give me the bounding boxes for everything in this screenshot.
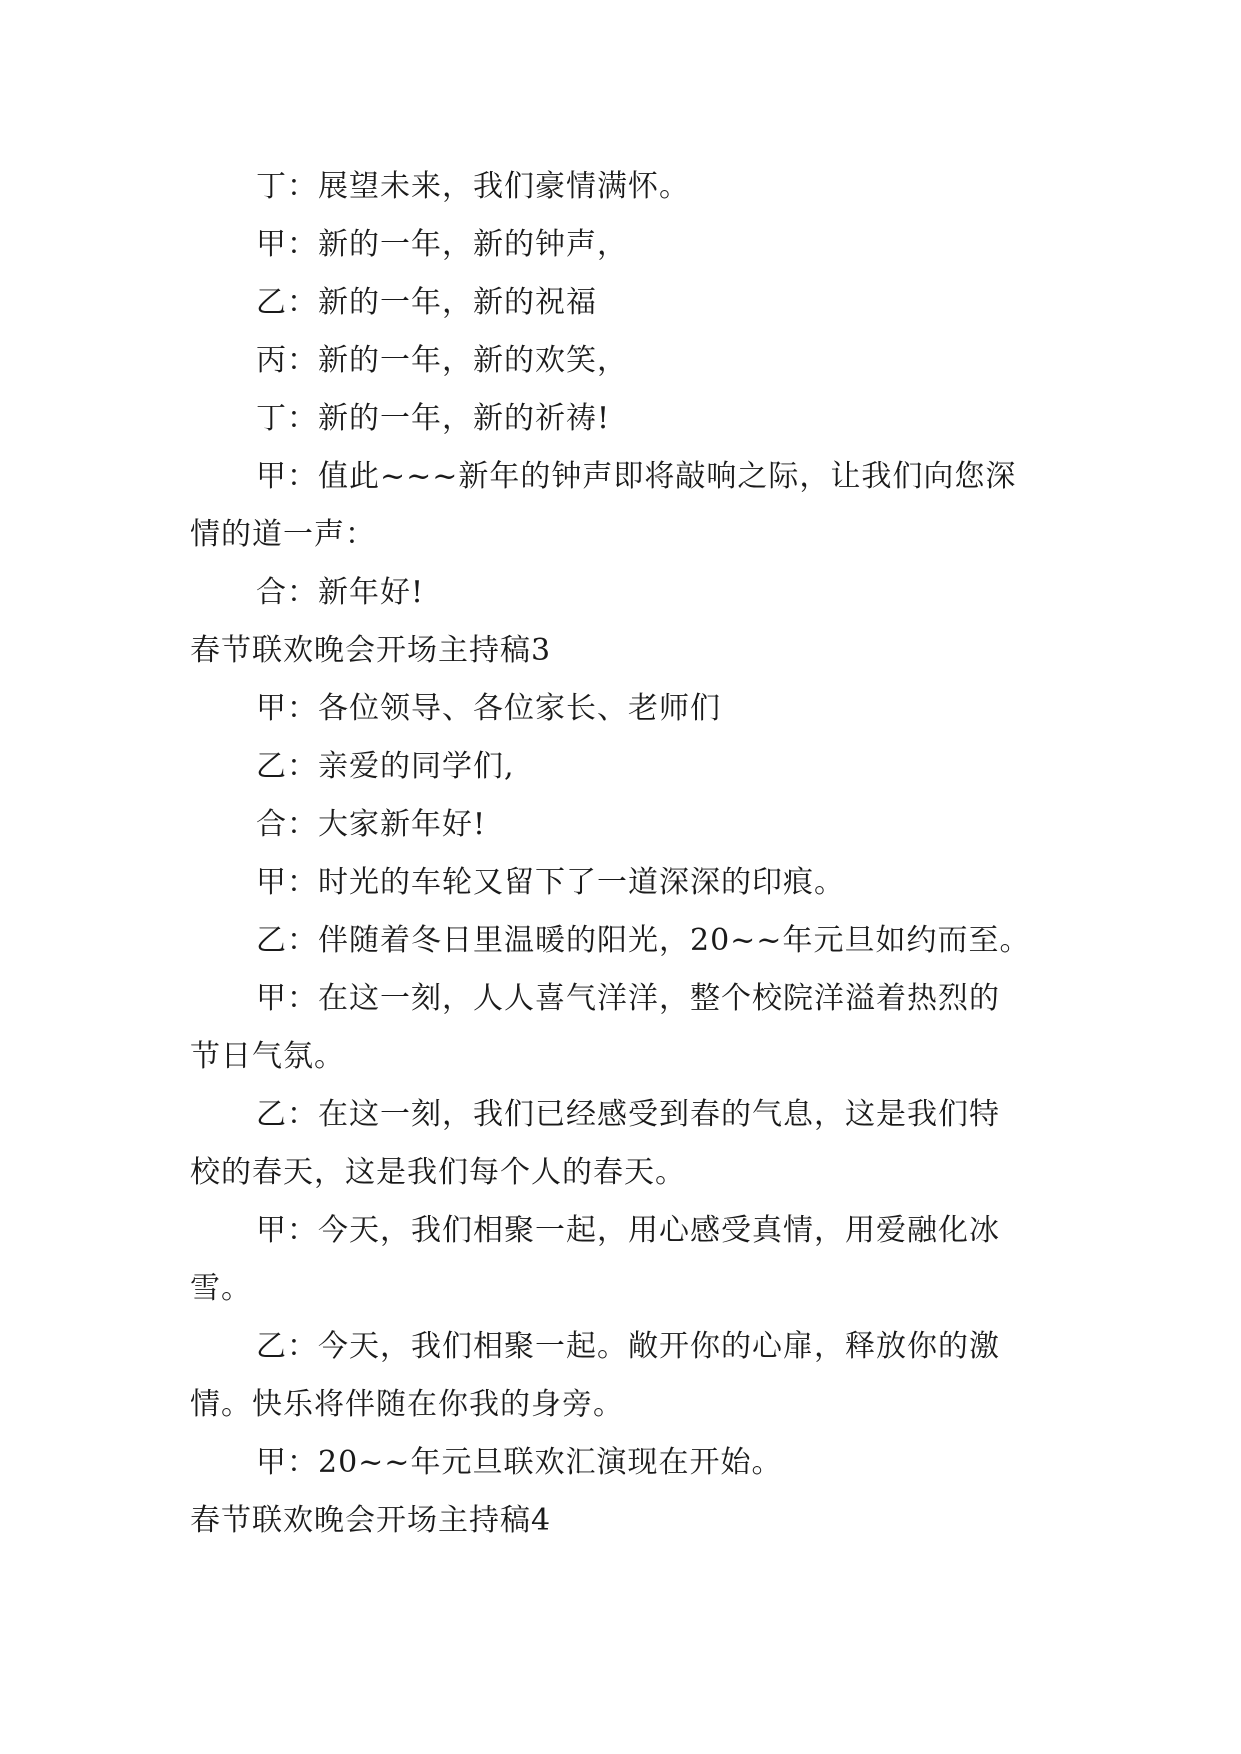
dialogue-line: 丁：新的一年，新的祈祷! xyxy=(256,401,611,436)
dialogue-line: 乙：伴随着冬日里温暖的阳光，20~~年元旦如约而至。 xyxy=(256,923,1031,958)
dialogue-line: 丙：新的一年，新的欢笑， xyxy=(256,343,628,378)
dialogue-continuation: 情。快乐将伴随在你我的身旁。 xyxy=(190,1387,624,1422)
dialogue-line: 甲：各位领导、各位家长、老师们 xyxy=(256,691,721,726)
dialogue-line: 乙：今天，我们相聚一起。敞开你的心扉，释放你的激 xyxy=(256,1329,1000,1364)
dialogue-continuation: 雪。 xyxy=(190,1271,252,1306)
dialogue-line: 甲：在这一刻，人人喜气洋洋，整个校院洋溢着热烈的 xyxy=(256,981,1000,1016)
dialogue-line: 甲：今天，我们相聚一起，用心感受真情，用爱融化冰 xyxy=(256,1213,1000,1248)
dialogue-line: 乙：亲爱的同学们, xyxy=(256,749,515,784)
dialogue-line: 乙：在这一刻，我们已经感受到春的气息，这是我们特 xyxy=(256,1097,1000,1132)
dialogue-line: 乙：新的一年，新的祝福 xyxy=(256,285,597,320)
dialogue-line: 甲：新的一年，新的钟声， xyxy=(256,227,628,262)
section-heading: 春节联欢晚会开场主持稿4 xyxy=(190,1503,552,1538)
dialogue-line: 合：大家新年好! xyxy=(256,807,487,842)
dialogue-continuation: 节日气氛。 xyxy=(190,1039,345,1074)
document-body xyxy=(190,158,1055,1550)
dialogue-line: 丁：展望未来，我们豪情满怀。 xyxy=(256,169,690,204)
dialogue-continuation: 校的春天，这是我们每个人的春天。 xyxy=(190,1155,686,1190)
dialogue-line: 甲：20~~年元旦联欢汇演现在开始。 xyxy=(256,1445,783,1480)
dialogue-line: 甲：时光的车轮又留下了一道深深的印痕。 xyxy=(256,865,845,900)
dialogue-line: 甲：值此~~~新年的钟声即将敲响之际，让我们向您深 xyxy=(256,459,1017,494)
dialogue-continuation: 情的道一声： xyxy=(190,517,376,552)
section-heading: 春节联欢晚会开场主持稿3 xyxy=(190,633,552,668)
dialogue-line: 合：新年好! xyxy=(256,575,425,610)
